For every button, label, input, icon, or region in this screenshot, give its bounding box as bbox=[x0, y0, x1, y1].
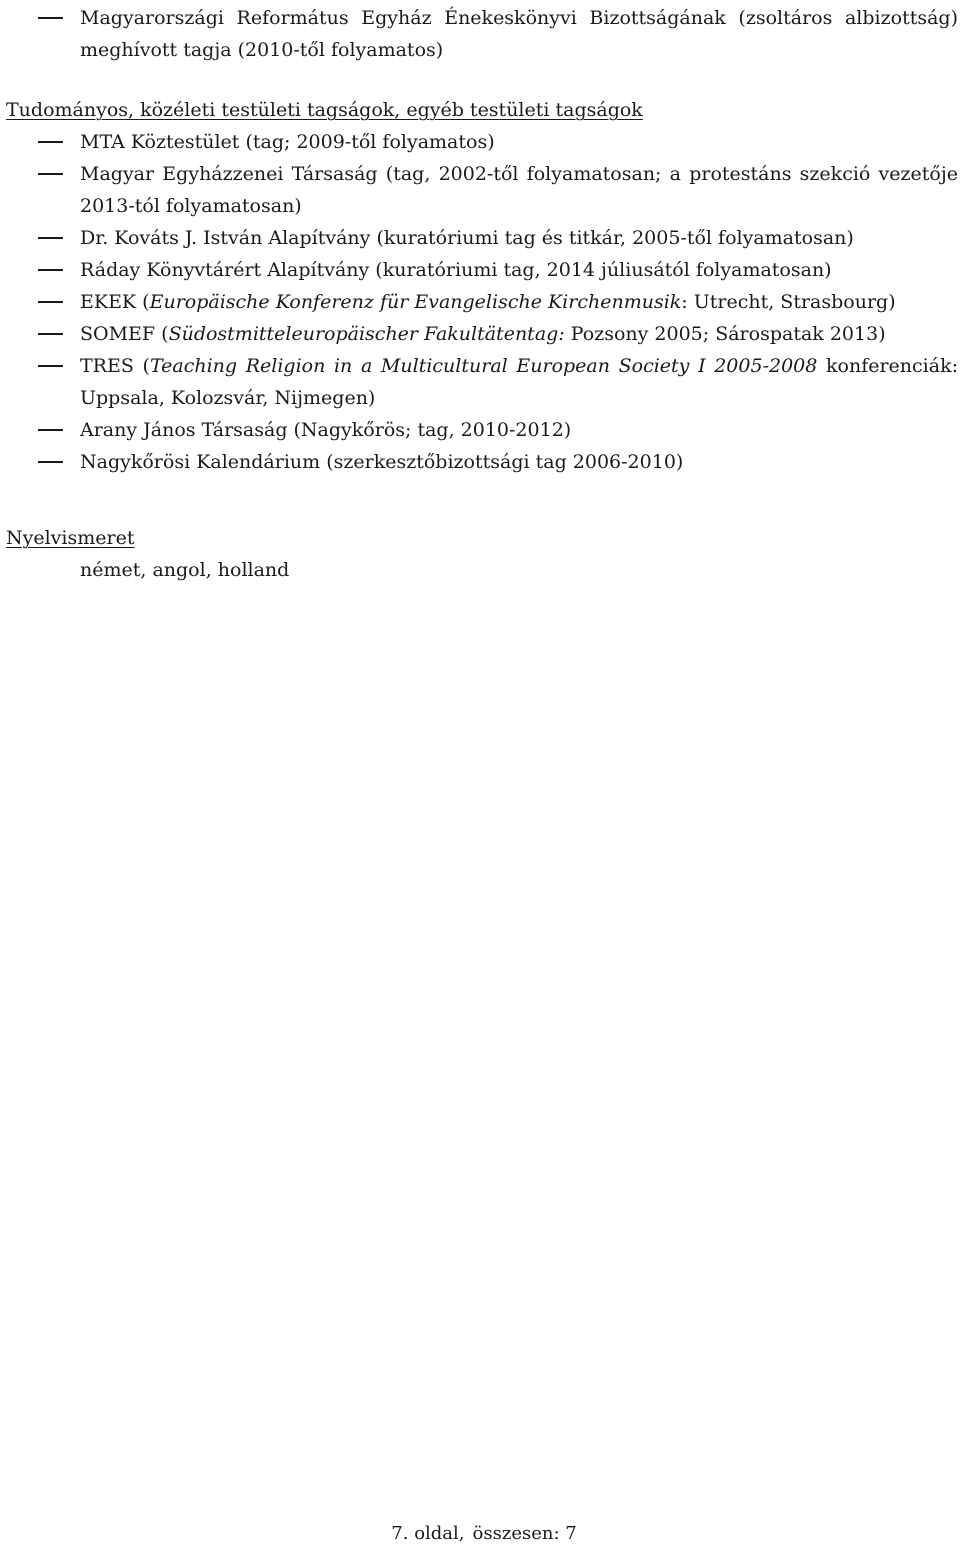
page-total: összesen: 7 bbox=[472, 1523, 577, 1544]
dash-bullet bbox=[38, 269, 63, 271]
list-item: Magyarországi Református Egyház Énekeskönyvi Bizottságának (zsoltáros albizottság) meghívott tagja (2010-től folyamatos) bbox=[0, 2, 960, 66]
languages-value: német, angol, holland bbox=[80, 559, 290, 581]
dash-bullet bbox=[38, 141, 63, 143]
list-item: Dr. Kováts J. István Alapítvány (kuratóriumi tag és titkár, 2005-től folyamatosan) bbox=[0, 222, 960, 254]
dash-bullet bbox=[38, 461, 63, 463]
list-item: MTA Köztestület (tag; 2009-től folyamatos) bbox=[0, 126, 960, 158]
top-list bbox=[0, 2, 960, 66]
list-item: Nagykőrösi Kalendárium (szerkesztőbizottsági tag 2006-2010) bbox=[0, 446, 960, 478]
list-item-ekek: EKEK (Europäische Konferenz für Evangelische Kirchenmusik: Utrecht, Strasbourg) bbox=[0, 286, 960, 318]
list-item: Ráday Könyvtárért Alapítvány (kuratóriumi tag, 2014 júliusától folyamatosan) bbox=[0, 254, 960, 286]
dash-bullet bbox=[38, 365, 63, 367]
dash-bullet bbox=[38, 333, 63, 335]
page-footer bbox=[0, 1520, 960, 1548]
languages-section bbox=[0, 522, 960, 586]
dash-bullet bbox=[38, 17, 63, 19]
dash-bullet bbox=[38, 173, 63, 175]
section-heading-languages: Nyelvismeret bbox=[6, 527, 135, 549]
list-item: Arany János Társaság (Nagykőrös; tag, 2010-2012) bbox=[0, 414, 960, 446]
dash-bullet bbox=[38, 301, 63, 303]
list-item: Magyar Egyházzenei Társaság (tag, 2002-től folyamatosan; a protestáns szekció vezetője 2013-tól folyamatosan) bbox=[0, 158, 960, 222]
page-number: 7. oldal, bbox=[391, 1523, 465, 1544]
list-item-tres: TRES (Teaching Religion in a Multicultural European Society I 2005-2008 konferenciák: Uppsala, Kolozsvár, Nijmegen) bbox=[0, 350, 960, 414]
memberships-section bbox=[0, 94, 960, 478]
dash-bullet bbox=[38, 429, 63, 431]
section-heading-memberships: Tudományos, közéleti testületi tagságok, egyéb testületi tagságok bbox=[6, 99, 643, 121]
dash-bullet bbox=[38, 237, 63, 239]
list-item-somef: SOMEF (Südostmitteleuropäischer Fakultätentag: Pozsony 2005; Sárospatak 2013) bbox=[0, 318, 960, 350]
